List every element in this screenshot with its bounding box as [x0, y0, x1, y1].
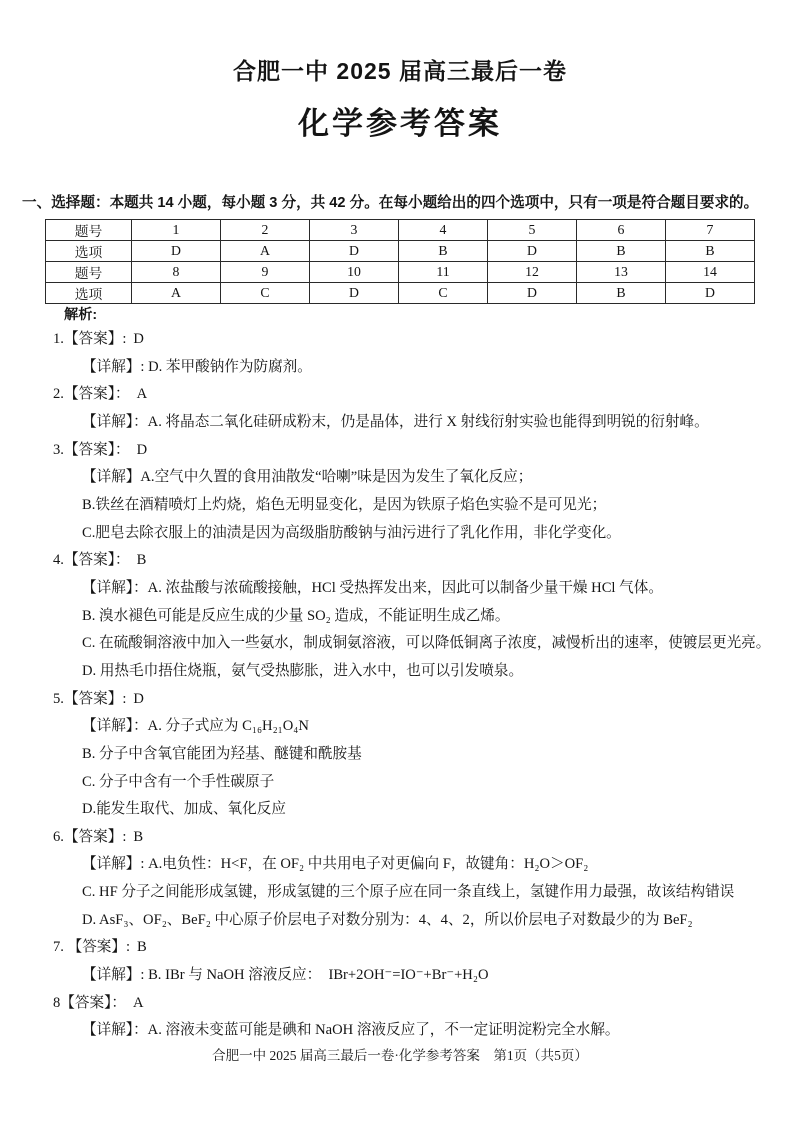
answer-item [0, 547, 800, 685]
section-heading: 一、选择题：本题共 14 小题，每小题 3 分，共 42 分。在每小题给出的四个选项中，只有一项是符合题目要求的。 [22, 195, 759, 211]
detail-line: C. 在硫酸铜溶液中加入一些氨水，制成铜氨溶液，可以降低铜离子浓度，减慢析出的速率，使镀层更光亮。 [82, 635, 771, 652]
answer-label: 【答案】： [60, 994, 126, 1011]
answer-cell: 5 [488, 220, 577, 241]
answer-value: D [133, 331, 144, 347]
answer-value: B [137, 939, 147, 956]
answer-cell: 9 [221, 262, 310, 283]
detail-line: B. 分子中含氧官能团为羟基、醚键和酰胺基 [82, 745, 362, 762]
row-header-cell: 选项 [46, 241, 132, 262]
answer-cell: 8 [132, 262, 221, 283]
answer-items [0, 326, 800, 1045]
answer-item [0, 381, 800, 436]
table-row [46, 241, 755, 262]
table-row [46, 262, 755, 283]
answer-cell: 2 [221, 220, 310, 241]
answer-cell: D [488, 283, 577, 304]
detail-line: C. 分子中含有一个手性碳原子 [82, 773, 275, 790]
answer-cell: 12 [488, 262, 577, 283]
detail-line: D.能发生取代、加成、氧化反应 [82, 801, 286, 818]
analysis-label: 解析: [64, 307, 98, 323]
table-row [46, 283, 755, 304]
item-number: 1. [53, 331, 64, 347]
answer-label: 【答案】： [63, 386, 130, 403]
answer-cell: B [399, 241, 488, 262]
answer-cell: D [132, 241, 221, 262]
answer-label: 【答案】： [63, 441, 130, 458]
row-header-cell: 题号 [46, 220, 132, 241]
item-number: 6. [53, 828, 64, 845]
answer-cell: 11 [399, 262, 488, 283]
answer-item [0, 326, 800, 381]
answer-cell: 1 [132, 220, 221, 241]
table-row [46, 220, 755, 241]
answer-line [0, 437, 800, 465]
answer-cell: A [221, 241, 310, 262]
answer-sheet-title: 化学参考答案 [298, 106, 502, 141]
answer-cell: B [577, 241, 666, 262]
answer-cell: 7 [666, 220, 755, 241]
answer-cell: B [577, 283, 666, 304]
item-number: 3. [53, 441, 64, 458]
answer-cell: A [132, 283, 221, 304]
answer-label: 【答案】: [63, 828, 127, 845]
answer-line [0, 326, 800, 354]
detail-line: 【详解】A.空气中久置的食用油散发“哈喇”味是因为发生了氧化反应； [82, 469, 533, 486]
answer-cell: D [310, 241, 399, 262]
detail-line: 【详解】：A. 浓盐酸与浓硫酸接触，HCl 受热挥发出来，因此可以制备少量干燥 HCl 气体。 [82, 579, 663, 596]
answer-cell: C [399, 283, 488, 304]
row-header-cell: 题号 [46, 262, 132, 283]
item-number: 8 [53, 994, 61, 1011]
detail-line: B. 溴水褪色可能是反应生成的少量 SO₂ 造成，不能证明生成乙烯。 [82, 607, 510, 624]
answer-line [0, 381, 800, 409]
item-number: 4. [53, 552, 64, 569]
answer-item [0, 824, 800, 935]
answer-label: 【答案】: [63, 690, 127, 707]
answer-cell: D [666, 283, 755, 304]
answer-value: A [136, 386, 148, 403]
detail-line: C. HF 分子之间能形成氢键，形成氢键的三个原子应在同一条直线上，氢键作用力最强，故该结构错误 [82, 884, 735, 901]
detail-line: C.肥皂去除衣服上的油渍是因为高级脂肪酸钠与油污进行了乳化作用，非化学变化。 [82, 524, 621, 541]
detail-line: D. AsF₃、OF₂、BeF₂ 中心原子价层电子对数分别为：4、4、2，所以价层电子对数最少的为 BeF₂ [82, 911, 693, 928]
answer-cell: 10 [310, 262, 399, 283]
answer-label: 【答案】: [63, 331, 127, 347]
answer-cell: 3 [310, 220, 399, 241]
exam-title: 合肥一中 2025 届高三最后一卷 [233, 58, 567, 84]
answer-item [0, 990, 800, 1045]
answer-cell: 6 [577, 220, 666, 241]
detail-line: 【详解】: B. IBr 与 NaOH 溶液反应： IBr+2OH⁻=IO⁻+Br⁻+H₂O [82, 967, 489, 984]
answer-value: A [132, 994, 144, 1011]
row-header-cell: 选项 [46, 283, 132, 304]
answer-line [0, 686, 800, 714]
detail-line: 【详解】: D. 苯甲酸钠作为防腐剂。 [82, 358, 312, 375]
answer-key-table-body [46, 220, 755, 304]
answer-cell: 4 [399, 220, 488, 241]
answer-value: D [133, 690, 144, 707]
detail-line: 【详解】：A. 溶液未变蓝可能是碘和 NaOH 溶液反应了，不一定证明淀粉完全水解。 [82, 1022, 620, 1039]
answer-cell: 13 [577, 262, 666, 283]
answer-cell: C [221, 283, 310, 304]
answer-line [0, 934, 800, 962]
answer-cell: D [488, 241, 577, 262]
answer-label: 【答案】： [63, 552, 130, 569]
detail-line: 【详解】：A. 分子式应为 C₁₆H₂₁O₄N [82, 718, 309, 735]
answer-label: 【答案】: [67, 939, 131, 956]
item-number: 2. [53, 386, 64, 403]
answer-item [0, 686, 800, 824]
answer-key-table [45, 219, 755, 304]
answer-line [0, 824, 800, 852]
detail-line: D. 用热毛巾捂住烧瓶，氨气受热膨胀，进入水中，也可以引发喷泉。 [82, 662, 524, 679]
answer-item [0, 437, 800, 548]
answer-value: D [136, 441, 148, 458]
answer-line [0, 990, 800, 1018]
detail-line: 【详解】: A.电负性：H<F，在 OF₂ 中共用电子对更偏向 F，故键角：H₂O＞OF₂ [82, 856, 589, 873]
answer-value: B [133, 828, 144, 845]
item-number: 7. [53, 939, 68, 956]
answer-cell: B [666, 241, 755, 262]
answer-cell: 14 [666, 262, 755, 283]
answer-item [0, 934, 800, 989]
detail-line: B.铁丝在酒精喷灯上灼烧，焰色无明显变化，是因为铁原子焰色实验不是可见光； [82, 496, 607, 513]
item-number: 5. [53, 690, 64, 707]
answer-value: B [136, 552, 147, 569]
detail-line: 【详解】：A. 将晶态二氧化硅研成粉末，仍是晶体，进行 X 射线衍射实验也能得到明锐的衍射峰。 [82, 413, 709, 430]
answer-cell: D [310, 283, 399, 304]
page-footer: 合肥一中 2025 届高三最后一卷·化学参考答案 第1页（共5页） [212, 1048, 588, 1063]
answer-line [0, 547, 800, 575]
